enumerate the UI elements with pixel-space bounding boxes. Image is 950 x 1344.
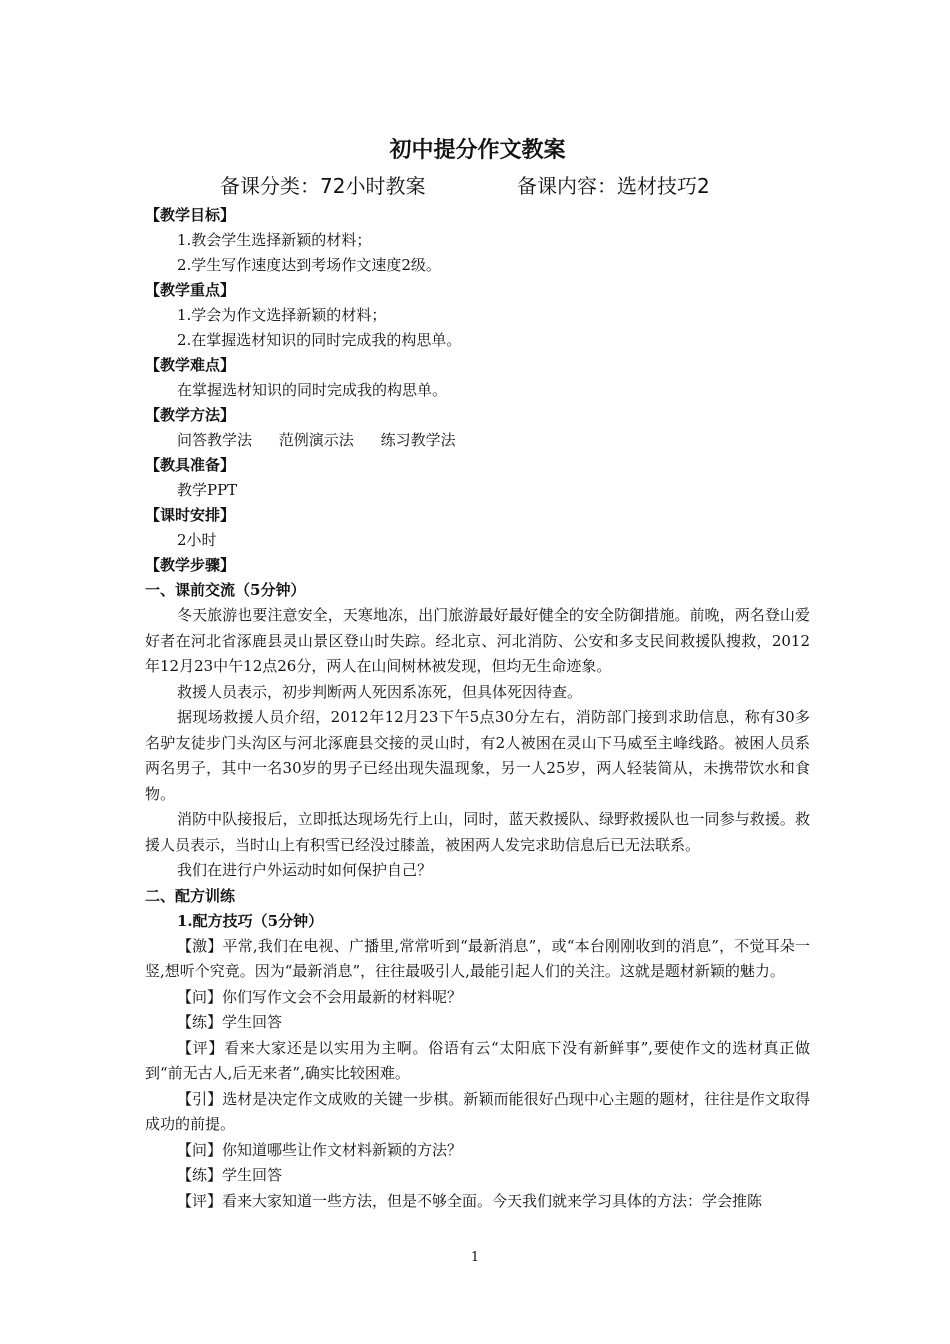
- paragraph: 【问】你们写作文会不会用最新的材料呢？: [177, 987, 463, 1006]
- paragraph: 【评】看来大家知道一些方法，但是不够全面。今天我们就来学习具体的方法：学会推陈: [177, 1191, 763, 1210]
- paragraph: 据现场救援人员介绍，2012年12月23下午5点30分左右，消防部门接到求助信息，称有30多名驴友徒步门头沟区与河北涿鹿县交接的灵山时，有2人被困在灵山下马威至主峰线路。被困人员系两名男子，其中一名30岁的男子已经出现失温现象，另一人25岁，两人轻装简从，未携带饮水和食物。: [145, 708, 810, 803]
- paragraph: 冬天旅游也要注意安全，天寒地冻，出门旅游最好最好健全的安全防御措施。前晚，两名登山爱好者在河北省涿鹿县灵山景区登山时失踪。经北京、河北消防、公安和多支民间救援队搜救，2012年12月23中午12点26分，两人在山间树林被发现，但均无生命迹象。: [145, 606, 810, 675]
- page-number: 1: [470, 1250, 480, 1265]
- paragraph: 【评】看来大家还是以实用为主啊。俗语有云“太阳底下没有新鲜事”,要使作文的选材真正做到“前无古人,后无来者”,确实比较困难。: [145, 1038, 810, 1082]
- difficulty-item: 在掌握选材知识的同时完成我的构思单。: [177, 381, 448, 399]
- paragraph: 【练】学生回答: [177, 1013, 283, 1031]
- subsection-heading: 1.配方技巧（5分钟）: [177, 911, 324, 930]
- tools-heading: 【教具准备】: [145, 456, 236, 474]
- goal-item: 2.学生写作速度达到考场作文速度2级。: [177, 256, 441, 274]
- lesson-category: 备课分类：72小时教案: [220, 174, 426, 198]
- paragraph: 【练】学生回答: [177, 1166, 283, 1184]
- tools-item: 教学PPT: [177, 481, 238, 499]
- part2-heading: 二、配方训练: [145, 886, 236, 905]
- methods-list: [145, 428, 810, 453]
- lesson-topic: 备课内容：选材技巧2: [517, 174, 710, 198]
- schedule-heading: 【课时安排】: [145, 506, 236, 524]
- lesson-meta: [145, 171, 810, 203]
- paragraph: 我们在进行户外运动时如何保护自己？: [177, 861, 433, 879]
- methods-heading: 【教学方法】: [145, 406, 236, 424]
- method-item: 问答教学法: [177, 431, 253, 449]
- method-item: 练习教学法: [380, 431, 456, 449]
- goal-item: 1.教会学生选择新颖的材料；: [177, 231, 372, 249]
- key-point-item: 1.学会为作文选择新颖的材料；: [177, 306, 387, 324]
- paragraph: 【激】平常,我们在电视、广播里,常常听到“最新消息”，或“本台刚刚收到的消息”，不觉耳朵一竖,想听个究竟。因为“最新消息”，往往最吸引人,最能引起人们的关注。这就是题材新颖的魅力。: [145, 936, 810, 980]
- document-body: [145, 133, 810, 1214]
- key-point-item: 2.在掌握选材知识的同时完成我的构思单。: [177, 331, 462, 349]
- page-title: 初中提分作文教案: [389, 137, 566, 163]
- schedule-item: 2小时: [177, 531, 217, 549]
- paragraph: 【问】你知道哪些让作文材料新颖的方法？: [177, 1140, 463, 1159]
- paragraph: 救援人员表示，初步判断两人死因系冻死，但具体死因待查。: [177, 682, 583, 701]
- part1-heading: 一、课前交流（5分钟）: [145, 581, 306, 599]
- goals-heading: 【教学目标】: [145, 206, 236, 224]
- steps-heading: 【教学步骤】: [145, 556, 236, 574]
- paragraph: 【引】选材是决定作文成败的关键一步棋。新颖而能很好凸现中心主题的题材，往往是作文取得成功的前提。: [145, 1089, 810, 1133]
- difficulty-heading: 【教学难点】: [145, 356, 236, 374]
- key-points-heading: 【教学重点】: [145, 281, 236, 299]
- paragraph: 消防中队接报后，立即抵达现场先行上山，同时，蓝天救援队、绿野救援队也一同参与救援。救援人员表示，当时山上有积雪已经没过膝盖，被困两人发完求助信息后已无法联系。: [145, 810, 810, 854]
- method-item: 范例演示法: [278, 431, 354, 449]
